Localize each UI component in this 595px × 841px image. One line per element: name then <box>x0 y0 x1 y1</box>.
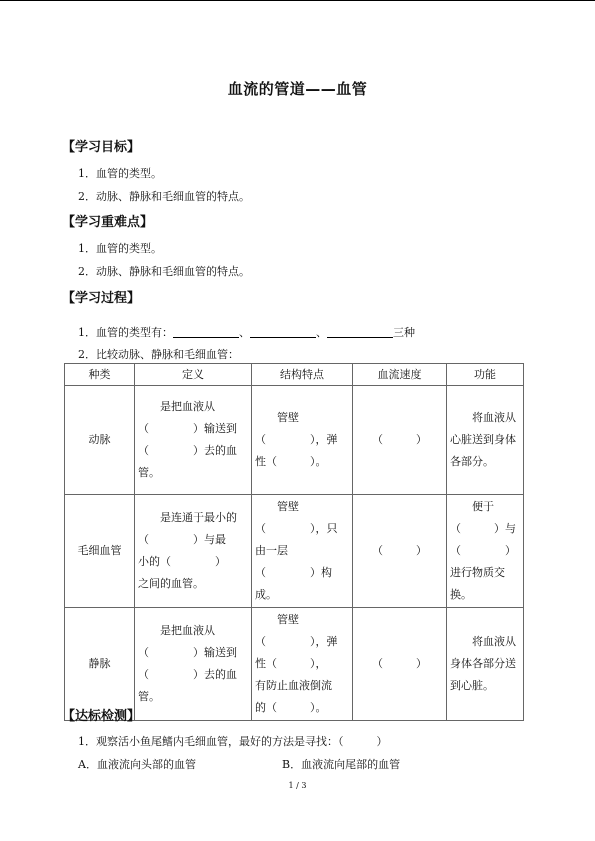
header-cell: 功能 <box>447 364 524 386</box>
answer-blank[interactable] <box>173 326 239 338</box>
key-item-1: 1．血管的类型。 <box>78 242 162 255</box>
option-b[interactable]: B．血液流向尾部的血管 <box>282 758 401 771</box>
page-number: 1 / 3 <box>288 781 307 790</box>
page-title: 血流的管道——血管 <box>227 80 368 98</box>
check-heading: 【达标检测】 <box>62 709 141 724</box>
speed-cell: （ ） <box>353 608 447 721</box>
definition-cell: 是把血液从 （ ）输送到 （ ）去的血 管。 <box>135 386 252 495</box>
table-row <box>65 608 524 721</box>
q1-prefix: 1．血管的类型有： <box>78 326 173 339</box>
goals-item-2: 2．动脉、静脉和毛细血管的特点。 <box>78 190 250 203</box>
function-cell: 便于 （ ）与 （ ） 进行物质交 换。 <box>447 495 524 608</box>
header-cell: 种类 <box>65 364 135 386</box>
process-question-2: 2．比较动脉、静脉和毛细血管： <box>78 348 239 361</box>
goals-item-1: 1．血管的类型。 <box>78 167 162 180</box>
table-row <box>65 495 524 608</box>
speed-cell: （ ） <box>353 495 447 608</box>
vessel-comparison-table <box>64 363 524 721</box>
function-cell: 将血液从 心脏送到身体 各部分。 <box>447 386 524 495</box>
speed-cell: （ ） <box>353 386 447 495</box>
structure-cell: 管壁 （ ），弹 性（ ）。 <box>252 386 353 495</box>
key-item-2: 2．动脉、静脉和毛细血管的特点。 <box>78 265 250 278</box>
q1-sep: 、 <box>239 326 250 339</box>
key-heading: 【学习重难点】 <box>62 215 154 230</box>
process-question-1 <box>78 324 415 340</box>
process-heading: 【学习过程】 <box>62 291 141 306</box>
definition-cell: 是把血液从 （ ）输送到 （ ）去的血 管。 <box>135 608 252 721</box>
kind-cell: 静脉 <box>65 608 135 721</box>
option-a[interactable]: A．血液流向头部的血管 <box>78 758 196 771</box>
check-question-1: 1．观察活小鱼尾鳍内毛细血管，最好的方法是寻找：（ ） <box>78 735 388 748</box>
q1-sep: 、 <box>316 326 327 339</box>
definition-cell: 是连通于最小的 （ ）与最 小的（ ） 之间的血管。 <box>135 495 252 608</box>
header-cell: 结构特点 <box>252 364 353 386</box>
q1-suffix: 三种 <box>393 326 415 339</box>
function-cell: 将血液从 身体各部分送 到心脏。 <box>447 608 524 721</box>
goals-heading: 【学习目标】 <box>62 140 141 155</box>
answer-blank[interactable] <box>327 326 393 338</box>
table-header-row <box>65 364 524 386</box>
header-cell: 血流速度 <box>353 364 447 386</box>
page-top-rule <box>0 0 595 1</box>
structure-cell: 管壁 （ ），只 由一层 （ ）构 成。 <box>252 495 353 608</box>
table-row <box>65 386 524 495</box>
header-cell: 定义 <box>135 364 252 386</box>
structure-cell: 管壁 （ ），弹 性（ ）， 有防止血液倒流 的（ ）。 <box>252 608 353 721</box>
kind-cell: 动脉 <box>65 386 135 495</box>
kind-cell: 毛细血管 <box>65 495 135 608</box>
answer-blank[interactable] <box>250 326 316 338</box>
